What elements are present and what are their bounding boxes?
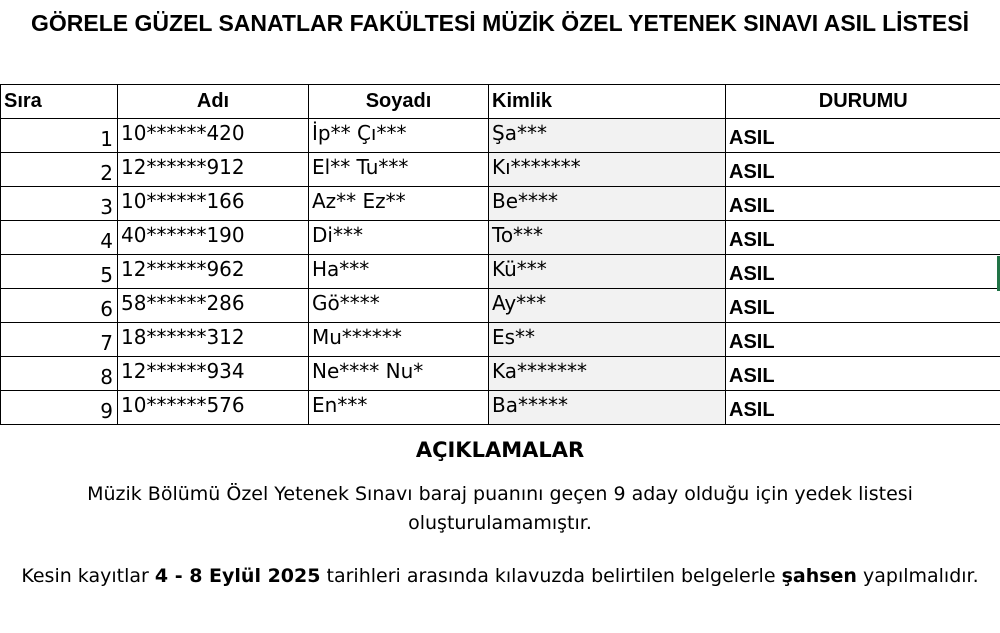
cell-soyadi[interactable]: İp** Çı*** — [309, 119, 489, 153]
table-row — [1, 289, 1000, 323]
note-registration — [0, 562, 1000, 591]
cell-durumu[interactable]: ASIL — [726, 323, 1000, 357]
table-row — [1, 391, 1000, 425]
table-row — [1, 187, 1000, 221]
column-header-durumu[interactable]: DURUMU — [726, 85, 1000, 119]
table-row — [1, 357, 1000, 391]
table-row — [1, 323, 1000, 357]
cell-adi[interactable]: 40******190 — [118, 221, 309, 255]
cell-sira[interactable]: 4 — [1, 221, 118, 255]
table-header-row — [1, 85, 1000, 119]
note-registration-text: tarihleri arasında kılavuzda belirtilen belgelerle — [320, 565, 782, 587]
column-header-soyadi[interactable]: Soyadı — [309, 85, 489, 119]
cell-soyadi[interactable]: En*** — [309, 391, 489, 425]
cell-sira[interactable]: 1 — [1, 119, 118, 153]
cell-soyadi[interactable]: Mu****** — [309, 323, 489, 357]
cell-durumu[interactable]: ASIL — [726, 255, 1000, 289]
results-table — [0, 84, 1000, 425]
cell-kimlik[interactable]: Kı******* — [489, 153, 726, 187]
cell-adi[interactable]: 10******576 — [118, 391, 309, 425]
cell-kimlik[interactable]: Es** — [489, 323, 726, 357]
cell-kimlik[interactable]: Be**** — [489, 187, 726, 221]
cell-kimlik[interactable]: Ka******* — [489, 357, 726, 391]
cell-adi[interactable]: 12******962 — [118, 255, 309, 289]
cell-adi[interactable]: 10******166 — [118, 187, 309, 221]
cell-sira[interactable]: 7 — [1, 323, 118, 357]
cell-kimlik[interactable]: To*** — [489, 221, 726, 255]
page-title: GÖRELE GÜZEL SANATLAR FAKÜLTESİ MÜZİK ÖZEL YETENEK SINAVI ASIL LİSTESİ — [31, 10, 969, 36]
cell-sira[interactable]: 5 — [1, 255, 118, 289]
column-header-sira[interactable]: Sıra — [1, 85, 118, 119]
notes-heading: AÇIKLAMALAR — [415, 438, 585, 462]
cell-sira[interactable]: 9 — [1, 391, 118, 425]
note-baraj: Müzik Bölümü Özel Yetenek Sınavı baraj puanını geçen 9 aday olduğu için yedek listesi oluşturulamamıştır. — [87, 483, 913, 534]
cell-durumu[interactable]: ASIL — [726, 221, 1000, 255]
cell-adi[interactable]: 12******934 — [118, 357, 309, 391]
cell-adi[interactable]: 10******420 — [118, 119, 309, 153]
cell-soyadi[interactable]: El** Tu*** — [309, 153, 489, 187]
note-registration-text: yapılmalıdır. — [856, 565, 979, 587]
registration-dates: 4 - 8 Eylül 2025 — [154, 565, 321, 587]
cell-durumu[interactable]: ASIL — [726, 357, 1000, 391]
cell-soyadi[interactable]: Ha*** — [309, 255, 489, 289]
cell-durumu[interactable]: ASIL — [726, 119, 1000, 153]
cell-kimlik[interactable]: Şa*** — [489, 119, 726, 153]
note-registration-text: Kesin kayıtlar — [21, 565, 155, 587]
cell-soyadi[interactable]: Gö**** — [309, 289, 489, 323]
cell-soyadi[interactable]: Az** Ez** — [309, 187, 489, 221]
cell-kimlik[interactable]: Kü*** — [489, 255, 726, 289]
cell-sira[interactable]: 3 — [1, 187, 118, 221]
table-row — [1, 255, 1000, 289]
cell-sira[interactable]: 8 — [1, 357, 118, 391]
cell-adi[interactable]: 58******286 — [118, 289, 309, 323]
cell-kimlik[interactable]: Ay*** — [489, 289, 726, 323]
cell-durumu[interactable]: ASIL — [726, 289, 1000, 323]
cell-kimlik[interactable]: Ba***** — [489, 391, 726, 425]
cell-soyadi[interactable]: Ne**** Nu* — [309, 357, 489, 391]
cell-soyadi[interactable]: Di*** — [309, 221, 489, 255]
column-header-adi[interactable]: Adı — [118, 85, 309, 119]
cell-sira[interactable]: 2 — [1, 153, 118, 187]
cell-durumu[interactable]: ASIL — [726, 391, 1000, 425]
column-header-kimlik[interactable]: Kimlik — [489, 85, 726, 119]
table-row — [1, 119, 1000, 153]
table-row — [1, 221, 1000, 255]
cell-durumu[interactable]: ASIL — [726, 187, 1000, 221]
cell-sira[interactable]: 6 — [1, 289, 118, 323]
cell-durumu[interactable]: ASIL — [726, 153, 1000, 187]
table-row — [1, 153, 1000, 187]
cell-adi[interactable]: 18******312 — [118, 323, 309, 357]
cell-adi[interactable]: 12******912 — [118, 153, 309, 187]
registration-emphasis: şahsen — [781, 565, 857, 587]
